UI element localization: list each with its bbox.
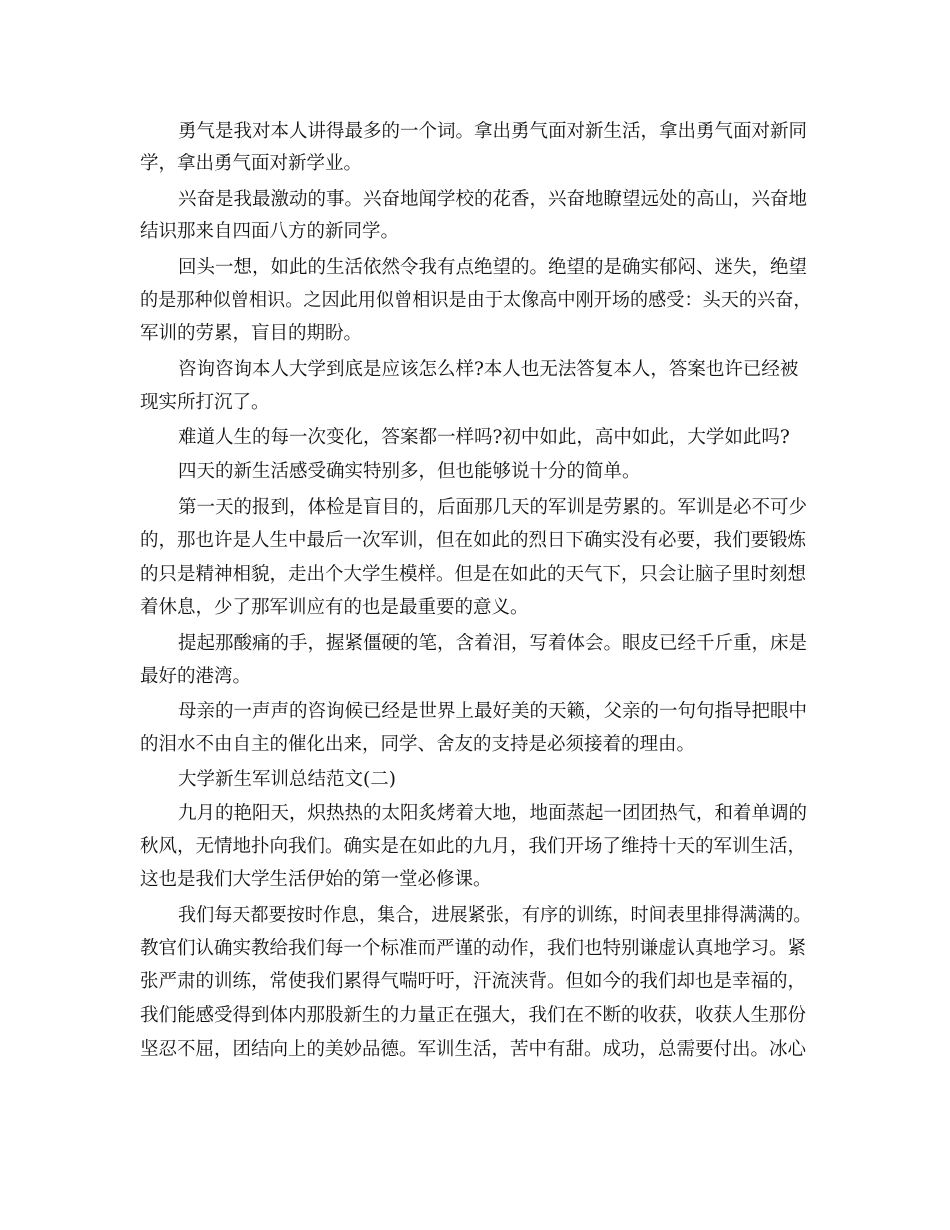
text-line: 咨询咨询本人大学到底是应该怎么样?本人也无法答复本人，答案也许已经被 (178, 359, 799, 380)
text-line: 难道人生的每一次变化，答案都一样吗?初中如此，高中如此，大学如此吗? (178, 427, 790, 448)
text-line: 现实所打沉了。 (140, 392, 270, 413)
text-line: 最好的港湾。 (140, 666, 252, 687)
text-line: 我们能感受得到体内那股新生的力量正在强大，我们在不断的收获，收获人生那份 (140, 1005, 807, 1026)
text-line: 勇气是我对本人讲得最多的一个词。拿出勇气面对新生活，拿出勇气面对新同 (178, 121, 808, 142)
text-line: 学，拿出勇气面对新学业。 (140, 153, 363, 174)
section-heading: 大学新生军训总结范文(二) (178, 769, 396, 790)
text-line: 的只是精神相貌，走出个大学生模样。但是在如此的天气下，只会让脑子里时刻想 (140, 564, 807, 585)
text-line: 秋风，无情地扑向我们。确实是在如此的九月，我们开场了维持十天的军训生活， (140, 836, 807, 857)
text-line: 张严肃的训练，常使我们累得气喘吁吁，汗流浃背。但如今的我们却也是幸福的， (140, 971, 807, 992)
text-line: 提起那酸痛的手，握紧僵硬的笔，含着泪，写着体会。眼皮已经千斤重，床是 (178, 633, 808, 654)
text-line: 母亲的一声声的咨询候已经是世界上最好美的天籁，父亲的一句句指导把眼中 (178, 701, 808, 722)
text-line: 四天的新生活感受确实特别多，但也能够说十分的简单。 (178, 461, 641, 482)
text-line: 回头一想，如此的生活依然令我有点绝望的。绝望的是确实郁闷、迷失，绝望 (178, 257, 808, 278)
text-line: 九月的艳阳天，炽热热的太阳炙烤着大地，地面蒸起一团团热气，和着单调的 (178, 803, 808, 824)
text-line: 军训的劳累，盲目的期盼。 (140, 323, 363, 344)
text-line: 教官们认确实教给我们每一个标准而严谨的动作，我们也特别谦虚认真地学习。紧 (140, 938, 807, 959)
text-line: 兴奋是我最激动的事。兴奋地闻学校的花香，兴奋地瞭望远处的高山，兴奋地 (178, 189, 808, 210)
text-line: 的，那也许是人生中最后一次军训，但在如此的烈日下确实没有必要，我们要锻炼 (140, 530, 807, 551)
text-line: 第一天的报到，体检是盲目的，后面那几天的军训是劳累的。军训是必不可少 (178, 497, 808, 518)
text-line: 着休息，少了那军训应有的也是最重要的意义。 (140, 597, 529, 618)
text-line: 的泪水不由自主的催化出来，同学、舍友的支持是必须接着的理由。 (140, 734, 696, 755)
text-line: 我们每天都要按时作息，集合，进展紧张，有序的训练，时间表里排得满满的。 (178, 905, 812, 926)
text-line: 这也是我们大学生活伊始的第一堂必修课。 (140, 869, 492, 890)
text-line: 坚忍不屈，团结向上的美妙品德。军训生活，苦中有甜。成功，总需要付出。冰心 (140, 1039, 807, 1060)
text-line: 结识那来自四面八方的新同学。 (140, 221, 400, 242)
text-line: 的是那种似曾相识。之因此用似曾相识是由于太像高中刚开场的感受：头天的兴奋， (140, 290, 812, 311)
